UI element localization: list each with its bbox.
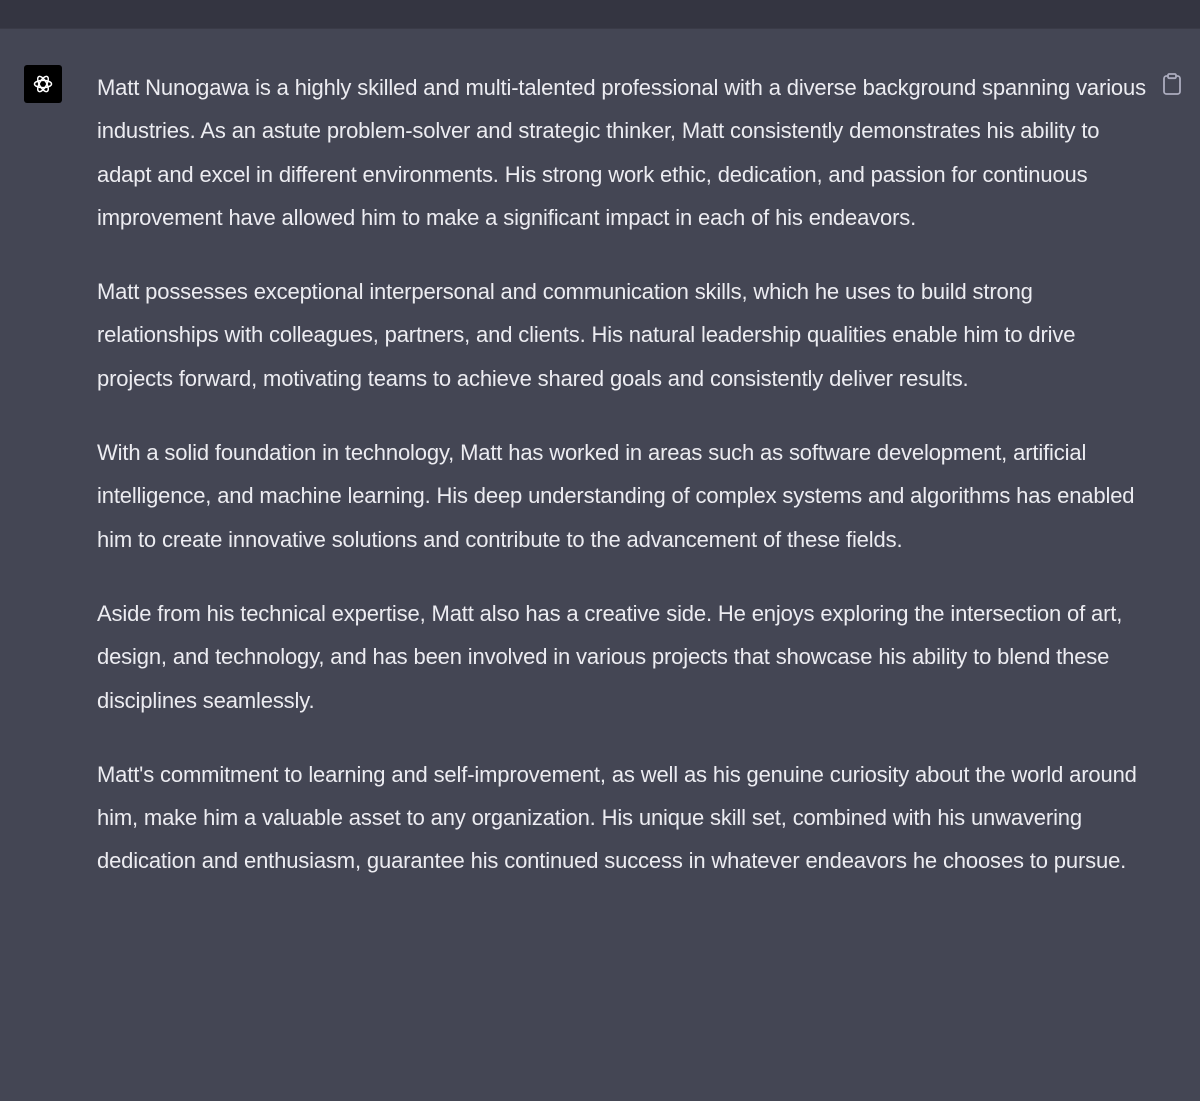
clipboard-icon: [1161, 72, 1183, 96]
openai-logo-icon: [31, 72, 55, 96]
message-paragraph: Matt's commitment to learning and self-improvement, as well as his genuine curiosity about the world around him, make him a valuable asset to any organization. His unique skill set, combined with his unwavering dedication and enthusiasm, guarantee his continued success in whatever endeavors he chooses to pursue.: [97, 761, 1137, 874]
message-paragraph: Matt Nunogawa is a highly skilled and multi-talented professional with a diverse background spanning various industries. As an astute problem-solver and strategic thinker, Matt consistently demonstrates his ability to adapt and excel in different environments. His strong work ethic, dedication, and passion for continuous improvement have allowed him to make a significant impact in each of his endeavors.: [97, 75, 1146, 230]
message-paragraph: With a solid foundation in technology, Matt has worked in areas such as software development, artificial intelligence, and machine learning. His deep understanding of complex systems and algorithms has enabled him to create innovative solutions and contribute to the advancement of these fields.: [97, 440, 1135, 552]
message-paragraph: Matt possesses exceptional interpersonal and communication skills, which he uses to build strong relationships with colleagues, partners, and clients. His natural leadership qualities enable him to drive projects forward, motivating teams to achieve shared goals and consistently deliver results.: [97, 279, 1076, 391]
top-bar: [0, 0, 1200, 29]
message-paragraph: Aside from his technical expertise, Matt also has a creative side. He enjoys exploring the intersection of art, design, and technology, and has been involved in various projects that showcase his ability to blend these disciplines seamlessly.: [97, 600, 1123, 713]
assistant-avatar: [24, 65, 62, 103]
message-text: [97, 66, 1157, 914]
copy-button[interactable]: [1159, 70, 1185, 98]
assistant-message: [0, 29, 1200, 1101]
